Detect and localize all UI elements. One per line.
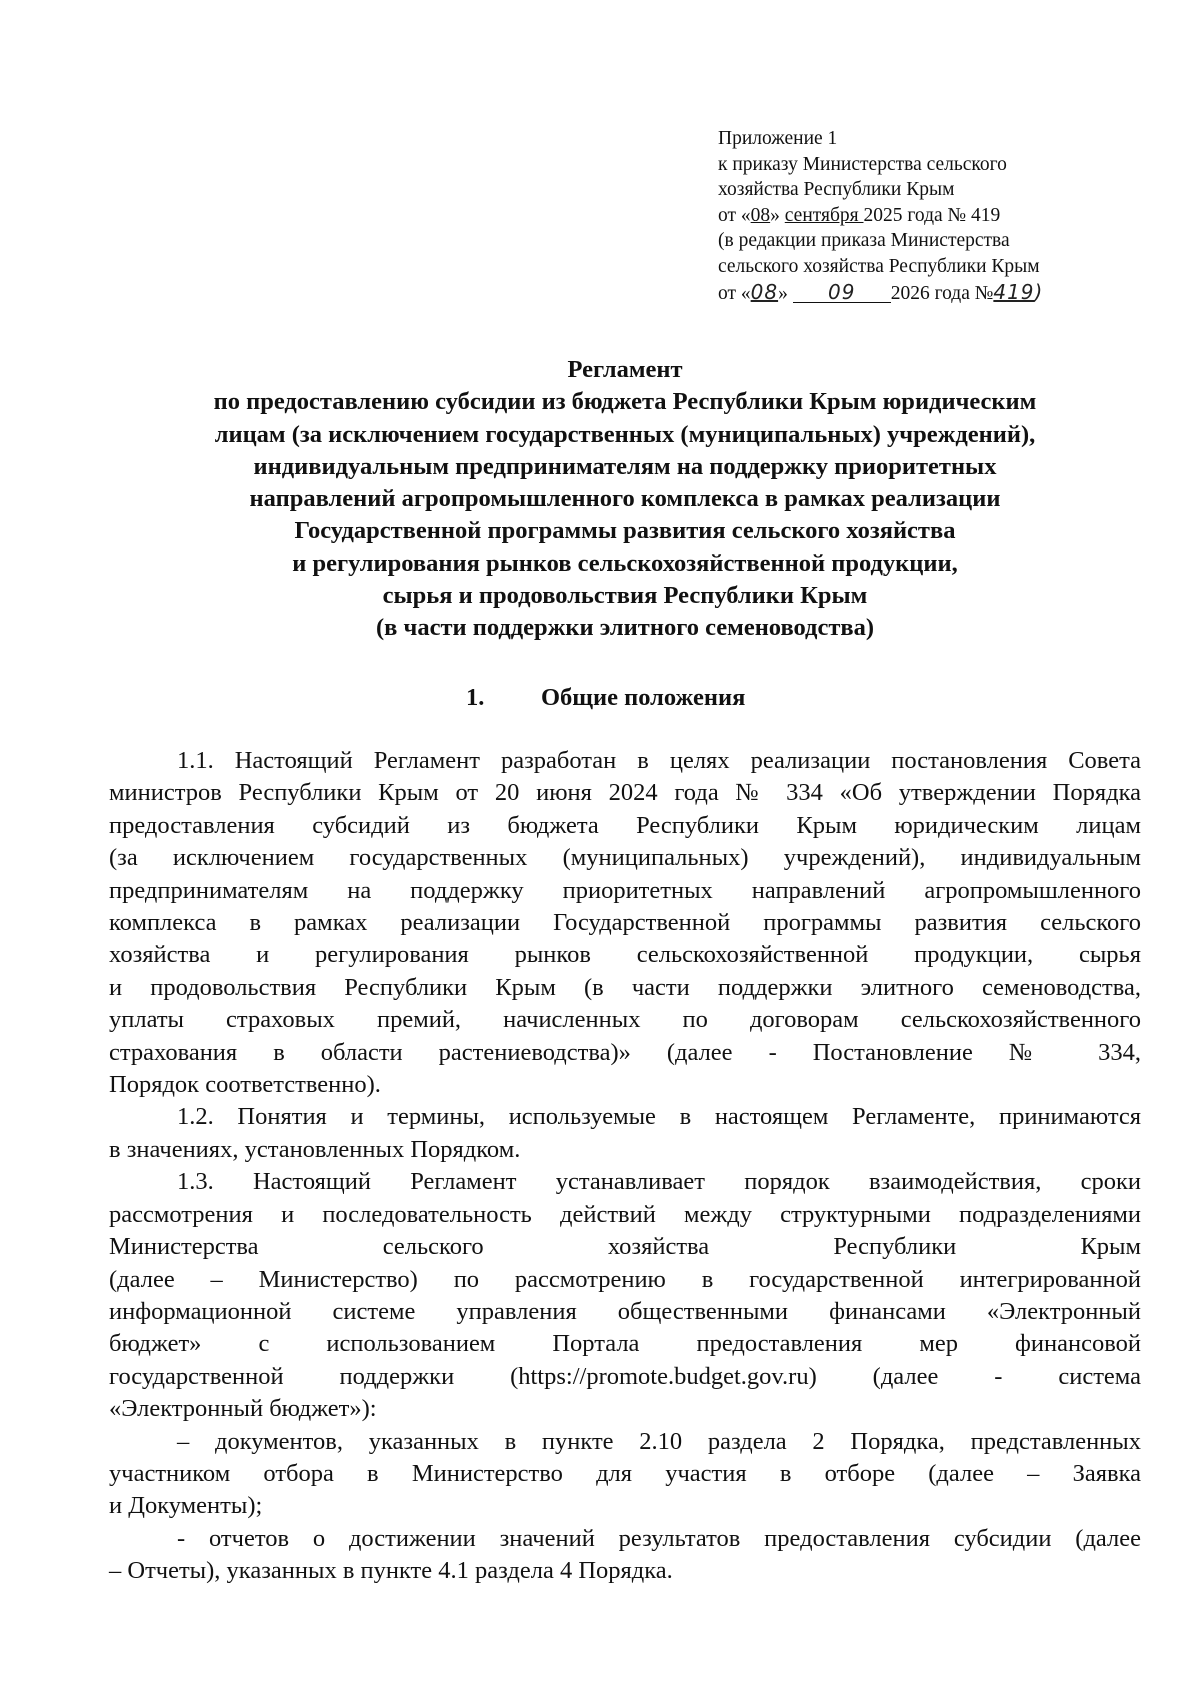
paragraph-1-2	[109, 1101, 1141, 1166]
order-month: сентября	[784, 204, 864, 226]
title-line: направлений агропромышленного комплекса в рамках реализации	[249, 485, 1001, 513]
annex-block	[718, 126, 1158, 306]
annex-text: от «	[718, 282, 751, 304]
order-day: 08	[750, 204, 771, 226]
paragraph-list-item-1	[109, 1426, 1141, 1523]
text-line: - отчетов о достижении значений результатов предоставления субсидии (далее	[177, 1524, 1141, 1552]
annex-line: хозяйства Республики Крым	[718, 179, 955, 201]
text-line: хозяйства и регулирования рынков сельскохозяйственной продукции, сырья	[109, 941, 1141, 969]
text-line: рассмотрения и последовательность действий между структурными подразделениями	[109, 1200, 1141, 1228]
text-line: 1.3. Настоящий Регламент устанавливает порядок взаимодействия, сроки	[177, 1168, 1141, 1196]
annex-amendment-date-line	[718, 280, 1158, 307]
body-text	[109, 745, 1141, 1588]
text-line: – документов, указанных в пункте 2.10 раздела 2 Порядка, представленных	[177, 1427, 1141, 1455]
annex-text: от «	[718, 204, 751, 226]
text-line: в значениях, установленных Порядком.	[109, 1135, 521, 1163]
text-line: бюджет» с использованием Портала предоставления мер финансовой	[109, 1330, 1141, 1358]
annex-line: сельского хозяйства Республики Крым	[718, 255, 1040, 277]
title-line: лицам (за исключением государственных (муниципальных) учреждений),	[214, 420, 1036, 448]
text-line: министров Республики Крым от 20 июня 2024 года № 334 «Об утверждении Порядка	[109, 779, 1141, 807]
section-number: 1.	[466, 684, 485, 711]
text-line: Министерства сельского хозяйства Республики Крым	[109, 1233, 1141, 1261]
text-line: «Электронный бюджет»):	[109, 1395, 377, 1423]
text-line: уплаты страховых премий, начисленных по договорам сельскохозяйственного	[109, 1006, 1141, 1034]
title-line: индивидуальным предпринимателям на поддержку приоритетных	[253, 452, 997, 480]
annex-line: к приказу Министерства сельского	[718, 153, 1007, 175]
document-title	[110, 354, 1140, 645]
text-line: и Документы);	[109, 1492, 263, 1520]
text-line: участником отбора в Министерство для участия в отборе (далее – Заявка	[109, 1459, 1141, 1487]
handwritten-month: 09	[793, 282, 891, 303]
title-line: Государственной программы развития сельского хозяйства	[294, 517, 956, 545]
title-line: и регулирования рынков сельскохозяйственной продукции,	[292, 549, 958, 577]
paragraph-1-3	[109, 1166, 1141, 1425]
text-line: (далее – Министерство) по рассмотрению в государственной интегрированной	[109, 1265, 1141, 1293]
annex-text: )	[1034, 279, 1044, 304]
handwritten-number: 419	[993, 279, 1035, 304]
text-line: (за исключением государственных (муниципальных) учреждений), индивидуальным	[109, 844, 1141, 872]
title-line: по предоставлению субсидии из бюджета Республики Крым юридическим	[213, 388, 1037, 416]
text-line: страхования в области растениеводства)» (далее - Постановление № 334,	[109, 1038, 1141, 1066]
text-line: и продовольствия Республики Крым (в части поддержки элитного семеноводства,	[109, 973, 1141, 1001]
text-line: 1.2. Понятия и термины, используемые в настоящем Регламенте, принимаются	[177, 1103, 1141, 1131]
paragraph-list-item-2	[109, 1523, 1141, 1588]
text-line: предоставления субсидий из бюджета Республики Крым юридическим лицам	[109, 811, 1141, 839]
annex-order-date-line	[718, 203, 1158, 229]
text-line: государственной поддержки (https://promote.budget.gov.ru) (далее - система	[109, 1362, 1141, 1390]
text-line: 1.1. Настоящий Регламент разработан в целях реализации постановления Совета	[177, 747, 1141, 774]
annex-text: »	[770, 204, 785, 226]
title-line: сырья и продовольствия Республики Крым	[382, 582, 868, 610]
annex-line: Приложение 1	[718, 128, 838, 149]
text-line: комплекса в рамках реализации Государственной программы развития сельского	[109, 909, 1141, 937]
title-line: (в части поддержки элитного семеноводства)	[375, 614, 874, 642]
annex-text: »	[778, 282, 788, 304]
annex-text: 2026 года №	[890, 282, 994, 304]
section-title: Общие положения	[541, 684, 746, 711]
text-line: – Отчеты), указанных в пункте 4.1 раздела 4 Порядка.	[109, 1557, 673, 1585]
annex-text: 2025 года № 419	[863, 204, 1001, 226]
text-line: Порядок соответственно).	[109, 1071, 381, 1099]
title-line: Регламент	[567, 356, 683, 383]
paragraph-1-1	[109, 745, 1141, 1101]
text-line: информационной системе управления общественными финансами «Электронный	[109, 1297, 1141, 1325]
annex-line: (в редакции приказа Министерства	[718, 230, 1010, 252]
handwritten-day: 08	[750, 279, 779, 304]
text-line: предпринимателям на поддержку приоритетных направлений агропромышленного	[109, 876, 1141, 904]
